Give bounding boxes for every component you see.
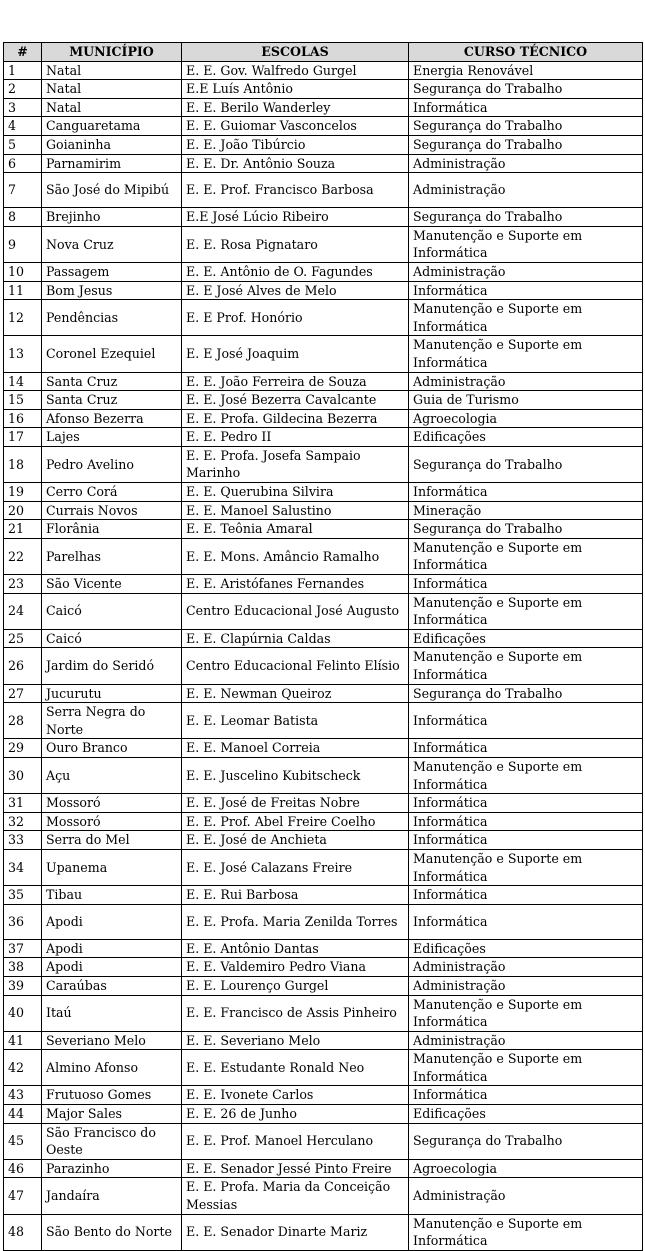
header-escolas: ESCOLAS — [182, 43, 409, 62]
cell-curso: Administração — [409, 173, 643, 208]
cell-escola: E. E. Dr. Antônio Souza — [182, 154, 409, 173]
cell-number: 8 — [4, 208, 42, 227]
table-row — [4, 372, 643, 391]
cell-number: 19 — [4, 483, 42, 502]
cell-number: 48 — [4, 1214, 42, 1250]
table-row — [4, 939, 643, 958]
cell-escola: E. E. Profa. Maria da Conceição Messias — [182, 1178, 409, 1214]
cell-municipio: Bom Jesus — [42, 281, 182, 300]
table-row — [4, 135, 643, 154]
table-row — [4, 1159, 643, 1178]
cell-number: 46 — [4, 1159, 42, 1178]
cell-curso: Informática — [409, 794, 643, 813]
cell-curso: Manutenção e Suporte em Informática — [409, 648, 643, 684]
cell-number: 12 — [4, 300, 42, 336]
cell-curso: Agroecologia — [409, 1159, 643, 1178]
table-row — [4, 336, 643, 372]
table-row — [4, 98, 643, 117]
cell-escola: E. E. Francisco de Assis Pinheiro — [182, 995, 409, 1031]
cell-escola: E. E. Newman Queiroz — [182, 684, 409, 703]
cell-municipio: Parazinho — [42, 1159, 182, 1178]
table-row — [4, 849, 643, 885]
table-row — [4, 812, 643, 831]
cell-number: 17 — [4, 428, 42, 447]
table-row — [4, 262, 643, 281]
cell-number: 43 — [4, 1086, 42, 1105]
cell-curso: Informática — [409, 812, 643, 831]
table-row — [4, 409, 643, 428]
cell-number: 39 — [4, 976, 42, 995]
cell-curso: Manutenção e Suporte em Informática — [409, 995, 643, 1031]
cell-curso: Manutenção e Suporte em Informática — [409, 1050, 643, 1086]
cell-escola: E. E. Profa. Josefa Sampaio Marinho — [182, 446, 409, 482]
cell-curso: Manutenção e Suporte em Informática — [409, 757, 643, 793]
table-row — [4, 501, 643, 520]
cell-municipio: Goianinha — [42, 135, 182, 154]
cell-curso: Administração — [409, 976, 643, 995]
cell-municipio: Nova Cruz — [42, 226, 182, 262]
cell-number: 25 — [4, 629, 42, 648]
table-row — [4, 648, 643, 684]
table-row — [4, 1050, 643, 1086]
schools-table — [3, 42, 643, 1251]
cell-number: 6 — [4, 154, 42, 173]
cell-escola: E. E. Guiomar Vasconcelos — [182, 117, 409, 136]
table-row — [4, 1178, 643, 1214]
cell-number: 2 — [4, 80, 42, 99]
cell-curso: Edificações — [409, 1105, 643, 1124]
cell-number: 10 — [4, 262, 42, 281]
table-row — [4, 684, 643, 703]
cell-escola: E. E. Prof. Manoel Herculano — [182, 1123, 409, 1159]
header-number: # — [4, 43, 42, 62]
cell-municipio: Santa Cruz — [42, 372, 182, 391]
cell-number: 21 — [4, 520, 42, 539]
cell-curso: Energia Renovável — [409, 61, 643, 80]
cell-escola: E.E Luís Antônio — [182, 80, 409, 99]
cell-number: 34 — [4, 849, 42, 885]
schools-table-container — [3, 42, 643, 1251]
cell-escola: E. E. Rui Barbosa — [182, 886, 409, 905]
cell-curso: Mineração — [409, 501, 643, 520]
cell-municipio: Jandaíra — [42, 1178, 182, 1214]
cell-municipio: Apodi — [42, 958, 182, 977]
cell-escola: E. E. José de Freitas Nobre — [182, 794, 409, 813]
cell-number: 40 — [4, 995, 42, 1031]
cell-escola: E. E. Teônia Amaral — [182, 520, 409, 539]
cell-municipio: Major Sales — [42, 1105, 182, 1124]
table-row — [4, 300, 643, 336]
cell-curso: Informática — [409, 1086, 643, 1105]
cell-curso: Segurança do Trabalho — [409, 446, 643, 482]
table-row — [4, 629, 643, 648]
cell-curso: Administração — [409, 1178, 643, 1214]
cell-curso: Informática — [409, 98, 643, 117]
cell-escola: E. E. Valdemiro Pedro Viana — [182, 958, 409, 977]
table-row — [4, 1214, 643, 1250]
cell-escola: E. E. Profa. Gildecina Bezerra — [182, 409, 409, 428]
cell-curso: Segurança do Trabalho — [409, 135, 643, 154]
cell-municipio: São Francisco do Oeste — [42, 1123, 182, 1159]
cell-number: 29 — [4, 739, 42, 758]
table-row — [4, 575, 643, 594]
cell-number: 22 — [4, 538, 42, 574]
cell-curso: Manutenção e Suporte em Informática — [409, 593, 643, 629]
cell-curso: Segurança do Trabalho — [409, 520, 643, 539]
cell-municipio: Pendências — [42, 300, 182, 336]
cell-municipio: Passagem — [42, 262, 182, 281]
cell-municipio: Itaú — [42, 995, 182, 1031]
cell-escola: E. E. Antônio Dantas — [182, 939, 409, 958]
cell-municipio: Afonso Bezerra — [42, 409, 182, 428]
cell-escola: E. E. Lourenço Gurgel — [182, 976, 409, 995]
cell-number: 26 — [4, 648, 42, 684]
cell-number: 27 — [4, 684, 42, 703]
header-curso-tecnico: CURSO TÉCNICO — [409, 43, 643, 62]
table-body — [4, 61, 643, 1250]
cell-municipio: Upanema — [42, 849, 182, 885]
table-row — [4, 154, 643, 173]
cell-escola: E. E. José Calazans Freire — [182, 849, 409, 885]
cell-escola: E. E. José de Anchieta — [182, 831, 409, 850]
cell-municipio: São José do Mipibú — [42, 173, 182, 208]
cell-municipio: Caicó — [42, 629, 182, 648]
table-row — [4, 281, 643, 300]
cell-number: 38 — [4, 958, 42, 977]
table-row — [4, 446, 643, 482]
cell-escola: E. E. 26 de Junho — [182, 1105, 409, 1124]
cell-number: 42 — [4, 1050, 42, 1086]
table-row — [4, 1123, 643, 1159]
table-row — [4, 538, 643, 574]
cell-number: 41 — [4, 1031, 42, 1050]
cell-municipio: São Bento do Norte — [42, 1214, 182, 1250]
cell-curso: Informática — [409, 904, 643, 939]
cell-curso: Manutenção e Suporte em Informática — [409, 300, 643, 336]
cell-escola: E. E. João Tibúrcio — [182, 135, 409, 154]
cell-number: 13 — [4, 336, 42, 372]
cell-curso: Administração — [409, 958, 643, 977]
cell-municipio: Caicó — [42, 593, 182, 629]
cell-municipio: Lajes — [42, 428, 182, 447]
cell-municipio: Cerro Corá — [42, 483, 182, 502]
cell-number: 14 — [4, 372, 42, 391]
table-row — [4, 61, 643, 80]
cell-municipio: Florânia — [42, 520, 182, 539]
cell-escola: E. E. Querubina Silvira — [182, 483, 409, 502]
cell-municipio: Pedro Avelino — [42, 446, 182, 482]
cell-municipio: Almino Afonso — [42, 1050, 182, 1086]
cell-number: 36 — [4, 904, 42, 939]
cell-municipio: Currais Novos — [42, 501, 182, 520]
cell-municipio: Açu — [42, 757, 182, 793]
cell-municipio: Frutuoso Gomes — [42, 1086, 182, 1105]
cell-number: 9 — [4, 226, 42, 262]
cell-municipio: Serra do Mel — [42, 831, 182, 850]
table-row — [4, 757, 643, 793]
cell-curso: Informática — [409, 703, 643, 739]
cell-number: 15 — [4, 391, 42, 410]
cell-curso: Segurança do Trabalho — [409, 117, 643, 136]
cell-municipio: Natal — [42, 80, 182, 99]
cell-municipio: Caraúbas — [42, 976, 182, 995]
cell-escola: E. E. Gov. Walfredo Gurgel — [182, 61, 409, 80]
cell-curso: Manutenção e Suporte em Informática — [409, 1214, 643, 1250]
cell-curso: Informática — [409, 281, 643, 300]
cell-municipio: Natal — [42, 98, 182, 117]
cell-curso: Segurança do Trabalho — [409, 208, 643, 227]
cell-number: 32 — [4, 812, 42, 831]
cell-curso: Agroecologia — [409, 409, 643, 428]
cell-curso: Manutenção e Suporte em Informática — [409, 336, 643, 372]
table-row — [4, 520, 643, 539]
cell-municipio: Tibau — [42, 886, 182, 905]
cell-curso: Administração — [409, 262, 643, 281]
table-row — [4, 831, 643, 850]
cell-curso: Manutenção e Suporte em Informática — [409, 538, 643, 574]
cell-number: 1 — [4, 61, 42, 80]
cell-curso: Segurança do Trabalho — [409, 80, 643, 99]
header-municipio: MUNICÍPIO — [42, 43, 182, 62]
cell-escola: E. E. João Ferreira de Souza — [182, 372, 409, 391]
cell-municipio: Jardim do Seridó — [42, 648, 182, 684]
cell-number: 45 — [4, 1123, 42, 1159]
cell-curso: Edificações — [409, 939, 643, 958]
cell-municipio: Mossoró — [42, 794, 182, 813]
cell-escola: E. E. Leomar Batista — [182, 703, 409, 739]
table-header-row — [4, 43, 643, 62]
cell-escola: Centro Educacional José Augusto — [182, 593, 409, 629]
cell-curso: Informática — [409, 831, 643, 850]
cell-escola: E. E. Senador Jessé Pinto Freire — [182, 1159, 409, 1178]
cell-municipio: Coronel Ezequiel — [42, 336, 182, 372]
cell-curso: Guia de Turismo — [409, 391, 643, 410]
cell-municipio: São Vicente — [42, 575, 182, 594]
cell-curso: Manutenção e Suporte em Informática — [409, 849, 643, 885]
cell-municipio: Mossoró — [42, 812, 182, 831]
cell-escola: E. E. Profa. Maria Zenilda Torres — [182, 904, 409, 939]
cell-escola: E. E. Juscelino Kubitscheck — [182, 757, 409, 793]
cell-municipio: Parelhas — [42, 538, 182, 574]
cell-number: 4 — [4, 117, 42, 136]
cell-curso: Edificações — [409, 428, 643, 447]
cell-number: 20 — [4, 501, 42, 520]
cell-escola: E. E. Ivonete Carlos — [182, 1086, 409, 1105]
cell-number: 28 — [4, 703, 42, 739]
cell-number: 24 — [4, 593, 42, 629]
cell-escola: E. E José Alves de Melo — [182, 281, 409, 300]
cell-municipio: Natal — [42, 61, 182, 80]
cell-escola: E. E. Severiano Melo — [182, 1031, 409, 1050]
cell-curso: Administração — [409, 154, 643, 173]
cell-escola: E. E. Antônio de O. Fagundes — [182, 262, 409, 281]
cell-curso: Informática — [409, 886, 643, 905]
cell-escola: E. E Prof. Honório — [182, 300, 409, 336]
cell-municipio: Severiano Melo — [42, 1031, 182, 1050]
table-row — [4, 995, 643, 1031]
cell-curso: Segurança do Trabalho — [409, 1123, 643, 1159]
table-row — [4, 226, 643, 262]
cell-escola: E. E. José Bezerra Cavalcante — [182, 391, 409, 410]
table-row — [4, 428, 643, 447]
cell-escola: E. E. Mons. Amâncio Ramalho — [182, 538, 409, 574]
table-row — [4, 958, 643, 977]
cell-curso: Administração — [409, 1031, 643, 1050]
cell-number: 16 — [4, 409, 42, 428]
cell-municipio: Apodi — [42, 939, 182, 958]
cell-number: 30 — [4, 757, 42, 793]
cell-number: 5 — [4, 135, 42, 154]
cell-municipio: Canguaretama — [42, 117, 182, 136]
table-row — [4, 80, 643, 99]
cell-escola: E. E. Pedro II — [182, 428, 409, 447]
cell-escola: E. E. Prof. Abel Freire Coelho — [182, 812, 409, 831]
cell-curso: Edificações — [409, 629, 643, 648]
cell-escola: E. E. Rosa Pignataro — [182, 226, 409, 262]
cell-curso: Administração — [409, 372, 643, 391]
cell-number: 31 — [4, 794, 42, 813]
cell-municipio: Ouro Branco — [42, 739, 182, 758]
table-row — [4, 208, 643, 227]
cell-escola: E.E José Lúcio Ribeiro — [182, 208, 409, 227]
cell-escola: E. E. Senador Dinarte Mariz — [182, 1214, 409, 1250]
table-row — [4, 391, 643, 410]
cell-escola: E. E. Berilo Wanderley — [182, 98, 409, 117]
cell-curso: Informática — [409, 483, 643, 502]
table-row — [4, 1031, 643, 1050]
table-row — [4, 1086, 643, 1105]
cell-municipio: Apodi — [42, 904, 182, 939]
cell-curso: Informática — [409, 575, 643, 594]
cell-municipio: Jucurutu — [42, 684, 182, 703]
cell-curso: Informática — [409, 739, 643, 758]
cell-number: 47 — [4, 1178, 42, 1214]
cell-municipio: Santa Cruz — [42, 391, 182, 410]
cell-municipio: Brejinho — [42, 208, 182, 227]
cell-escola: E. E. Aristófanes Fernandes — [182, 575, 409, 594]
cell-escola: E. E. Clapúrnia Caldas — [182, 629, 409, 648]
table-row — [4, 794, 643, 813]
table-row — [4, 904, 643, 939]
cell-municipio: Serra Negra do Norte — [42, 703, 182, 739]
cell-number: 7 — [4, 173, 42, 208]
cell-curso: Segurança do Trabalho — [409, 684, 643, 703]
table-row — [4, 739, 643, 758]
cell-number: 35 — [4, 886, 42, 905]
cell-escola: E. E José Joaquim — [182, 336, 409, 372]
cell-escola: Centro Educacional Felinto Elísio — [182, 648, 409, 684]
cell-escola: E. E. Manoel Correia — [182, 739, 409, 758]
cell-number: 37 — [4, 939, 42, 958]
cell-number: 18 — [4, 446, 42, 482]
table-row — [4, 976, 643, 995]
table-row — [4, 117, 643, 136]
cell-escola: E. E. Estudante Ronald Neo — [182, 1050, 409, 1086]
cell-municipio: Parnamirim — [42, 154, 182, 173]
table-row — [4, 173, 643, 208]
cell-number: 33 — [4, 831, 42, 850]
cell-escola: E. E. Prof. Francisco Barbosa — [182, 173, 409, 208]
cell-number: 3 — [4, 98, 42, 117]
cell-curso: Manutenção e Suporte em Informática — [409, 226, 643, 262]
table-row — [4, 593, 643, 629]
table-row — [4, 1105, 643, 1124]
cell-escola: E. E. Manoel Salustino — [182, 501, 409, 520]
cell-number: 44 — [4, 1105, 42, 1124]
cell-number: 11 — [4, 281, 42, 300]
table-row — [4, 483, 643, 502]
table-row — [4, 703, 643, 739]
cell-number: 23 — [4, 575, 42, 594]
table-row — [4, 886, 643, 905]
